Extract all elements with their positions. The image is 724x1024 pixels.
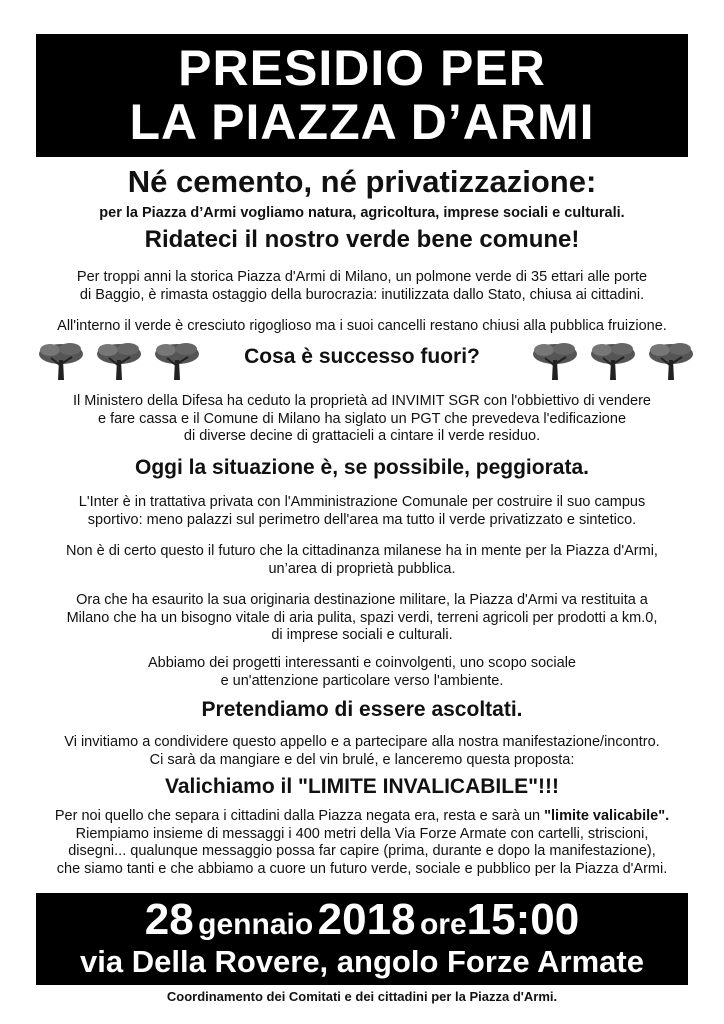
text-line: Abbiamo dei progetti interessanti e coinvolgenti, uno scopo sociale (147, 655, 576, 671)
section-limite-title: Valichiamo il "LIMITE INVALICABILE"!!! (164, 775, 560, 798)
event-day: 28 (144, 895, 194, 944)
text-fragment: Per noi quello che separa i cittadini dalla Piazza negata era, resta e sarà un (54, 808, 545, 824)
text-line: L'Inter è in trattativa privata con l'Amministrazione Comunale per costruire il suo campus (78, 494, 646, 510)
event-time: 15:00 (466, 895, 580, 944)
tree-row-right (530, 340, 696, 382)
tree-icon (530, 340, 580, 382)
text-line: di diverse decine di grattacieli a cintare il verde residuo. (183, 428, 541, 444)
text-line: sportivo: meno palazzi sul perimetro dell'area ma tutto il verde privatizzato e sintetico. (87, 511, 637, 528)
event-time-label: ore (419, 908, 467, 941)
section-limite-text (20, 808, 704, 878)
text-line: Ci sarà da mangiare e del vin brulé, e lanceremo questa proposta: (149, 751, 575, 768)
intro-paragraph (20, 269, 704, 304)
section-fuori-text (20, 393, 704, 446)
text-line (20, 808, 704, 826)
text-line: di imprese sociali e culturali. (271, 627, 453, 643)
section-ascolto-title: Pretendiamo di essere ascoltati. (201, 698, 523, 721)
intro-line: Per troppi anni la storica Piazza d'Armi di Milano, un polmone verde di 35 ettari alle porte (76, 269, 648, 285)
section-oggi-title: Oggi la situazione è, se possibile, peggiorata. (135, 456, 589, 479)
text-line: e fare cassa e il Comune di Milano ha siglato un PGT che prevedeva l'edificazione (97, 410, 627, 427)
tree-icon (646, 340, 696, 382)
headline-main: Né cemento, né privatizzazione: (127, 164, 597, 199)
event-year: 2018 (317, 895, 416, 944)
intro-paragraph-2: All'interno il verde è cresciuto rigoglioso ma i suoi cancelli restano chiusi alla pubblica fruizione. (57, 318, 667, 334)
text-line: Non è di certo questo il futuro che la cittadinanza milanese ha in mente per la Piazza d'Armi, (66, 543, 658, 559)
text-line: Vi invitiamo a condividere questo appello e a partecipare alla nostra manifestazione/incontro. (64, 734, 660, 750)
section-oggi-p2 (20, 543, 704, 578)
headline-sub: per la Piazza d’Armi vogliamo natura, agricoltura, imprese sociali e culturali. (99, 205, 625, 221)
title-line-1: PRESIDIO PER (178, 40, 546, 96)
text-line: Riempiamo insieme di messaggi i 400 metri della Via Forze Armate con cartelli, striscioni, (75, 825, 649, 842)
text-line: disegni... qualunque messaggio possa far capire (prima, durante e dopo la manifestazione), (68, 843, 656, 859)
text-line: e un'attenzione particolare verso l'ambiente. (220, 672, 504, 689)
text-line: Ora che ha esaurito la sua originaria destinazione militare, la Piazza d'Armi va restituita a (76, 592, 648, 608)
section-fuori-title: Cosa è successo fuori? (244, 345, 480, 368)
section-ascolto-text (20, 734, 704, 769)
tree-icon (588, 340, 638, 382)
text-line: che siamo tanti e che abbiamo a cuore un futuro verde, sociale e pubblico per la Piazza d'Armi. (56, 860, 668, 877)
section-oggi-p3 (20, 592, 704, 645)
text-line: Il Ministero della Difesa ha ceduto la proprietà ad INVIMIT SGR con l'obbiettivo di vendere (73, 393, 651, 409)
section-oggi-p1 (20, 494, 704, 529)
headline-call: Ridateci il nostro verde bene comune! (144, 226, 580, 253)
event-banner (36, 893, 688, 985)
title-line-2: LA PIAZZA D’ARMI (129, 94, 595, 150)
text-line: Milano che ha un bisogno vitale di aria pulita, spazi verdi, terreni agricoli per prodotti a km.0, (66, 609, 658, 626)
section-oggi-p4 (20, 655, 704, 690)
event-month: gennaio (198, 908, 314, 941)
text-line: un’area di proprietà pubblica. (268, 560, 456, 577)
title-banner (36, 34, 688, 157)
emphasis-text: "limite valicabile". (544, 808, 670, 824)
signature: Coordinamento dei Comitati e dei cittadini per la Piazza d'Armi. (166, 989, 558, 1004)
intro-line: di Baggio, è rimasta ostaggio della burocrazia: inutilizzata dallo Stato, chiusa ai cittadini. (79, 286, 645, 303)
event-place: via Della Rovere, angolo Forze Armate (80, 944, 644, 979)
